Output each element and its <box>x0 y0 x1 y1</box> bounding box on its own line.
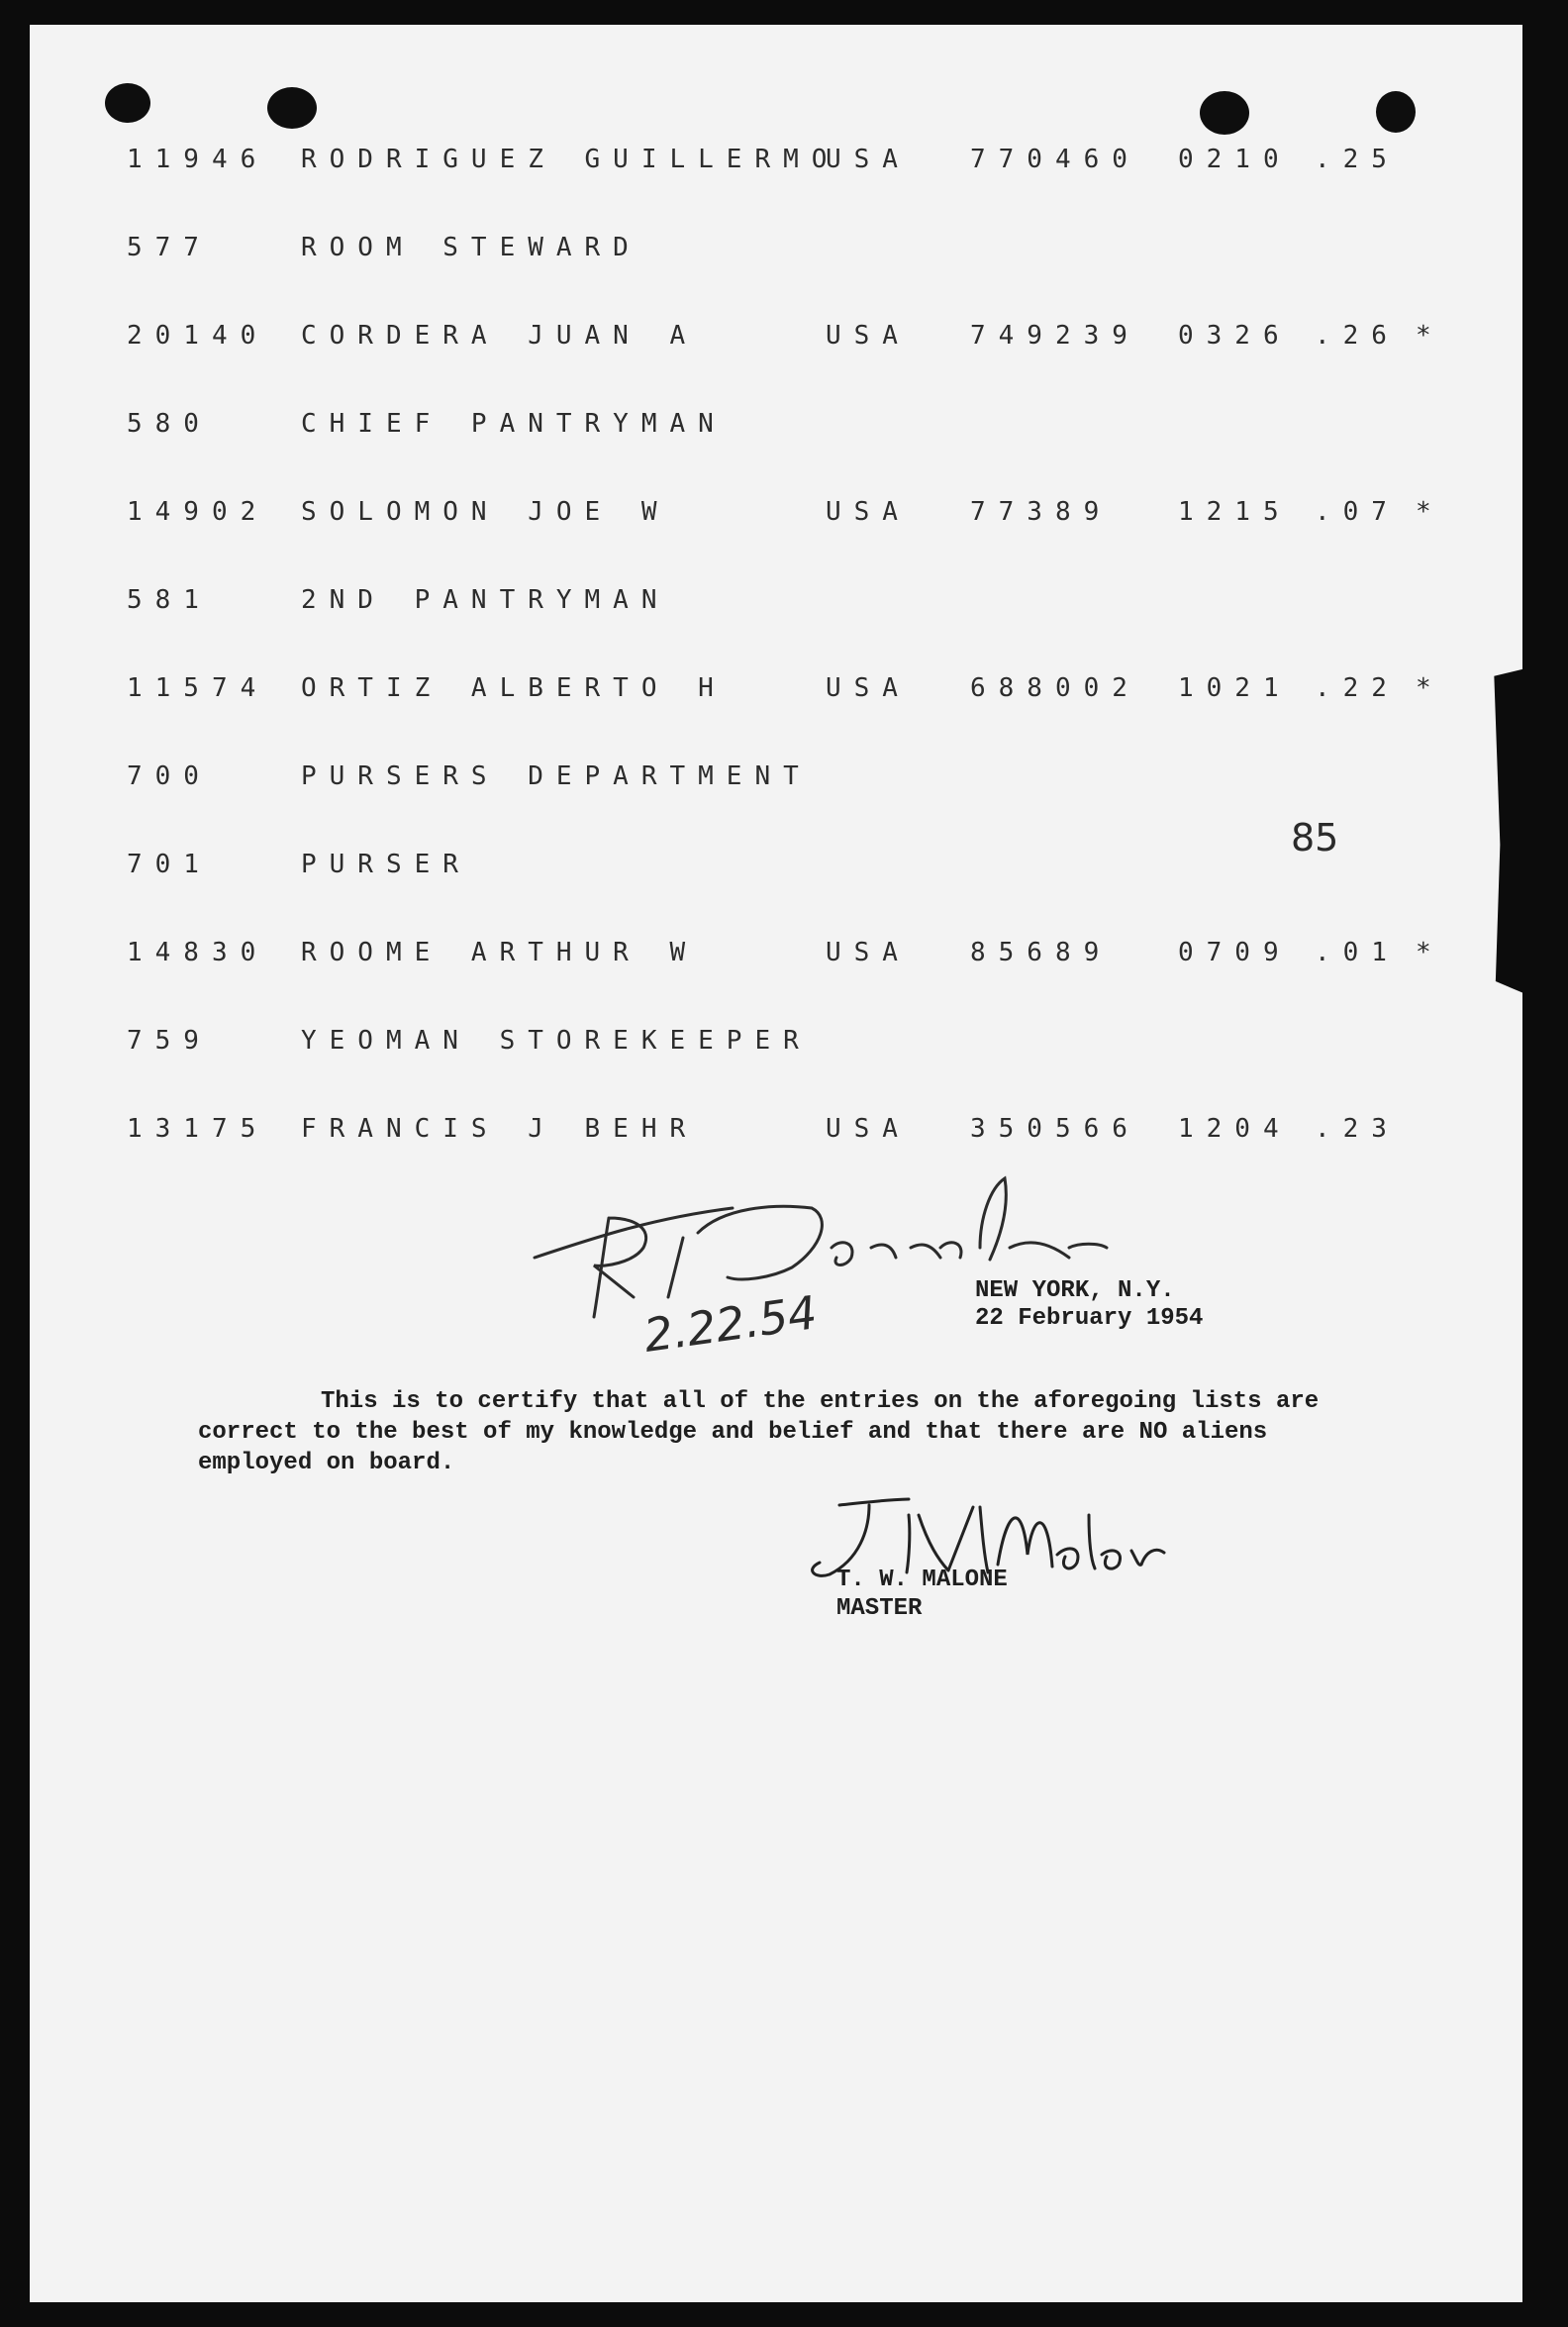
rating-code: 580 <box>127 409 212 439</box>
crew-number: 14830 <box>127 938 269 967</box>
date-line: 22 February 1954 <box>975 1305 1204 1332</box>
rating-title: CHIEF PANTRYMAN <box>301 409 727 439</box>
crew-mark: * <box>1416 673 1444 703</box>
page-number: 85 <box>1291 816 1339 860</box>
crew-date: 1204 <box>1178 1114 1292 1144</box>
crew-nationality: USA <box>826 321 911 351</box>
crew-certificate: 770460 <box>970 145 1140 174</box>
crew-name: RODRIGUEZ GUILLERMO <box>301 145 840 174</box>
crew-certificate: 688002 <box>970 673 1140 703</box>
punch-hole-far-right <box>1376 91 1416 133</box>
crew-number: 20140 <box>127 321 269 351</box>
signer-title: MASTER <box>836 1595 923 1622</box>
crew-age: .01 <box>1315 938 1400 967</box>
rating-code: 759 <box>127 1026 212 1056</box>
crew-number: 11946 <box>127 145 269 174</box>
crew-name: FRANCIS J BEHR <box>301 1114 699 1144</box>
signer-name: T. W. MALONE <box>836 1567 1008 1593</box>
crew-date: 1021 <box>1178 673 1292 703</box>
crew-age: .07 <box>1315 497 1400 527</box>
punch-hole-right <box>1200 91 1249 135</box>
handwritten-date: 2.22.54 <box>640 1285 821 1363</box>
rating-code: 700 <box>127 761 212 791</box>
crew-certificate: 350566 <box>970 1114 1140 1144</box>
crew-name: ORTIZ ALBERTO H <box>301 673 727 703</box>
certification-text: This is to certify that all of the entries on the aforegoing lists are correct to the best of my knowledge and belief and that there are NO aliens employed on board. <box>198 1388 1320 1476</box>
crew-nationality: USA <box>826 497 911 527</box>
rating-code: 701 <box>127 850 212 879</box>
crew-certificate: 77389 <box>970 497 1113 527</box>
crew-date: 1215 <box>1178 497 1292 527</box>
punch-hole-left <box>105 83 150 123</box>
document-page <box>30 25 1522 2302</box>
crew-name: ROOME ARTHUR W <box>301 938 699 967</box>
rating-title: 2ND PANTRYMAN <box>301 585 670 615</box>
rating-code: 581 <box>127 585 212 615</box>
crew-date: 0326 <box>1178 321 1292 351</box>
crew-number: 14902 <box>127 497 269 527</box>
crew-mark: * <box>1416 497 1444 527</box>
crew-certificate: 85689 <box>970 938 1113 967</box>
crew-age: .23 <box>1315 1114 1400 1144</box>
rating-title: PURSERS DEPARTMENT <box>301 761 812 791</box>
crew-mark: * <box>1416 938 1444 967</box>
place-line: NEW YORK, N.Y. <box>975 1277 1175 1304</box>
crew-nationality: USA <box>826 145 911 174</box>
crew-age: .22 <box>1315 673 1400 703</box>
crew-nationality: USA <box>826 673 911 703</box>
rating-title: ROOM STEWARD <box>301 233 641 262</box>
crew-number: 13175 <box>127 1114 269 1144</box>
crew-nationality: USA <box>826 938 911 967</box>
rating-title: YEOMAN STOREKEEPER <box>301 1026 812 1056</box>
crew-mark: * <box>1416 321 1444 351</box>
crew-number: 11574 <box>127 673 269 703</box>
crew-date: 0709 <box>1178 938 1292 967</box>
crew-age: .25 <box>1315 145 1400 174</box>
rating-code: 577 <box>127 233 212 262</box>
crew-name: SOLOMON JOE W <box>301 497 670 527</box>
crew-certificate: 749239 <box>970 321 1140 351</box>
crew-age: .26 <box>1315 321 1400 351</box>
crew-name: CORDERA JUAN A <box>301 321 699 351</box>
rating-title: PURSER <box>301 850 471 879</box>
crew-date: 0210 <box>1178 145 1292 174</box>
crew-nationality: USA <box>826 1114 911 1144</box>
punch-hole-center <box>267 87 317 129</box>
